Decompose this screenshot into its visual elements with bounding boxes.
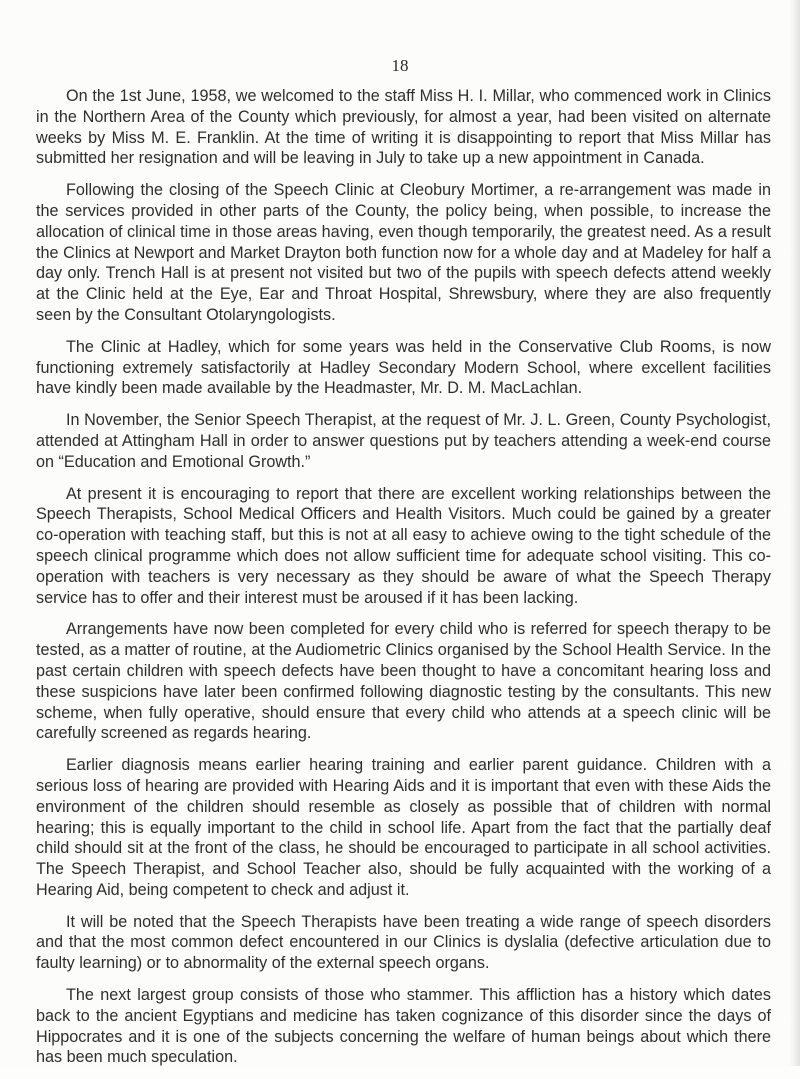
paragraph-audiometric-testing: Arrangements have now been completed for every child who is referred for speech therapy to be tested, as a matter of routine, at the Audiometric Clinics organised by the School Health Service. In the past certain children with speech defects have been thought to have a concomitant hearing loss and these suspicions have later been confirmed following diagnostic testing by the consultants. This new scheme, when fully operative, should ensure that every child who attends at a speech clinic will be carefully screened as regards hearing.: [36, 620, 771, 743]
paragraph-clinic-rearrangement: Following the closing of the Speech Clinic at Cleobury Mortimer, a re-arrangement was made in the services provided in other parts of the County, the policy being, when possible, to increase the allocation of clinical time in those areas having, even though temporarily, the greatest need. As a result the Clinics at Newport and Market Drayton both function now for a whole day and at Madeley for half a day only. Trench Hall is at present not visited but two of the pupils with speech defects attend weekly at the Clinic held at the Eye, Ear and Throat Hospital, Shrewsbury, where they are also frequently seen by the Consultant Otolaryngologists.: [36, 181, 771, 324]
paragraph-hearing-aids: Earlier diagnosis means earlier hearing training and earlier parent guidance. Children with a serious loss of hearing are provided with Hearing Aids and it is important that even with these Aids the environment of the children should resemble as closely as possible that of children with normal hearing; this is equally important to the child in school life. Apart from the fact that the partially deaf child should sit at the front of the class, he should be encouraged to participate in all school activities. The Speech Therapist, and School Teacher also, should be fully acquainted with the working of a Hearing Aid, being competent to check and adjust it.: [36, 756, 771, 899]
body-text: [36, 86, 771, 1079]
paragraph-stammering: The next largest group consists of those who stammer. This affliction has a history which dates back to the ancient Egyptians and medicine has taken cognizance of this disorder since the days of Hippocrates and it is one of the subjects concerning the welfare of human beings about which there has been much speculation.: [36, 986, 771, 1067]
paragraph-attingham-course: In November, the Senior Speech Therapist, at the request of Mr. J. L. Green, County Psychologist, attended at Attingham Hall in order to answer questions put by teachers attending a week-end course on “Education and Emotional Growth.”: [36, 411, 771, 471]
paragraph-working-relationships: At present it is encouraging to report that there are excellent working relationships between the Speech Therapists, School Medical Officers and Health Visitors. Much could be gained by a greater co-operation with teaching staff, but this is not at all easy to achieve owing to the tight schedule of the speech clinical programme which does not allow sufficient time for adequate school visiting. This co-operation with teachers is very necessary as they should be aware of what the Speech Therapy service has to offer and their interest must be aroused if it has been lacking.: [36, 484, 771, 607]
paragraph-speech-disorders: It will be noted that the Speech Therapists have been treating a wide range of speech disorders and that the most common defect encountered in our Clinics is dyslalia (defective articulation due to faulty learning) or to abnormality of the external speech organs.: [36, 912, 771, 973]
page-number: 18: [391, 56, 409, 75]
page-edge-shadow: [790, 0, 800, 1066]
paragraph-hadley-clinic: The Clinic at Hadley, which for some years was held in the Conservative Club Rooms, is now functioning extremely satisfactorily at Hadley Secondary Modern School, where excellent facilities have kindly been made available by the Headmaster, Mr. D. M. MacLachlan.: [36, 337, 771, 398]
paragraph-staff-appointment: On the 1st June, 1958, we welcomed to the staff Miss H. I. Millar, who commenced work in Clinics in the Northern Area of the County which previously, for almost a year, had been visited on alternate weeks by Miss M. E. Franklin. At the time of writing it is disappointing to report that Miss Millar has submitted her resignation and will be leaving in July to take up a new appointment in Canada.: [36, 87, 771, 168]
